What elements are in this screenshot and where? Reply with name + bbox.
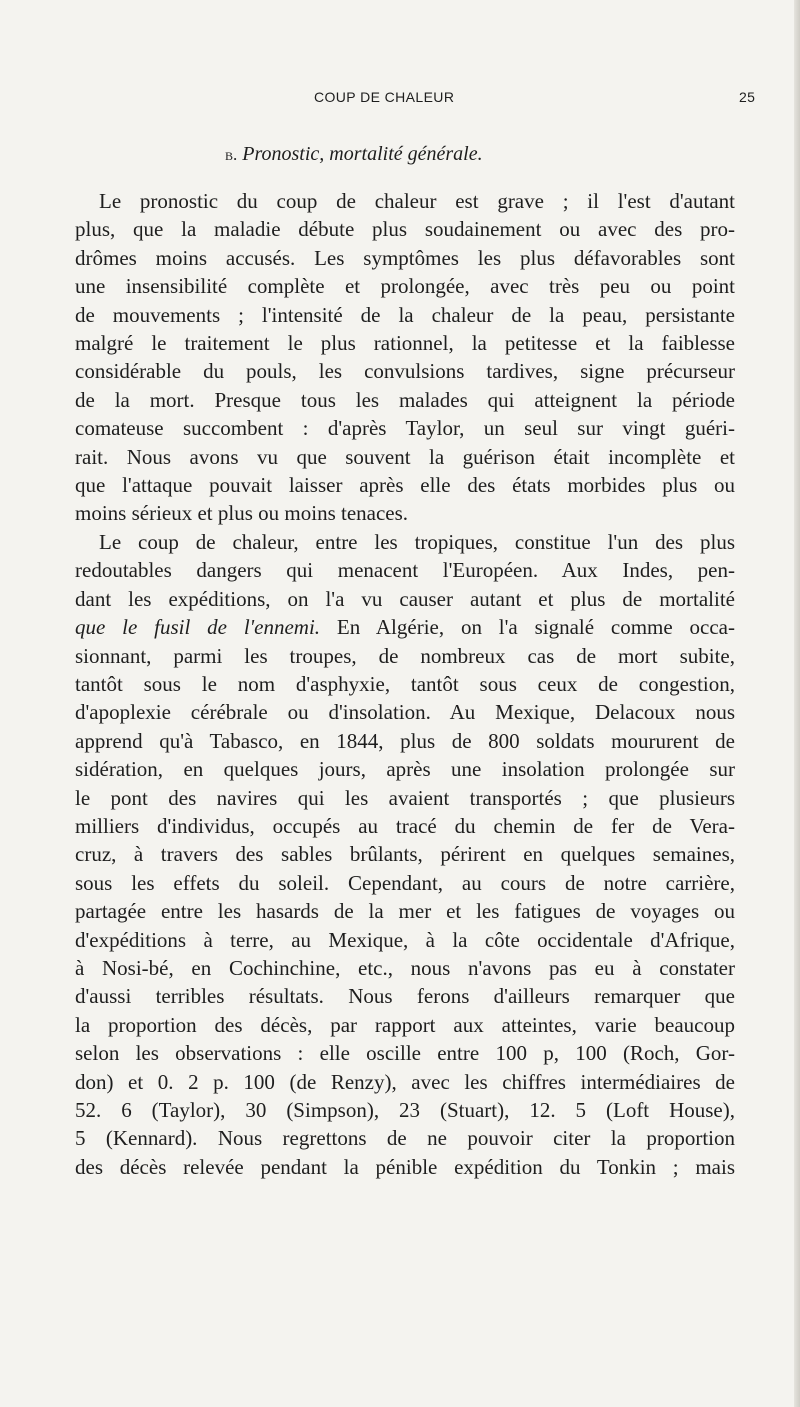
text-line bbox=[75, 585, 735, 613]
text-line bbox=[75, 1153, 735, 1181]
text-line bbox=[75, 982, 735, 1010]
text-line bbox=[75, 784, 735, 812]
line-text: apprend qu'à Tabasco, en 1844, plus de 800 soldats moururent de bbox=[75, 728, 735, 753]
line-text: 5 (Kennard). Nous regrettons de ne pouvoir citer la proportion bbox=[75, 1126, 735, 1151]
text-line bbox=[75, 187, 735, 215]
text-line bbox=[75, 926, 735, 954]
text-line bbox=[75, 1011, 735, 1039]
text-line bbox=[75, 698, 735, 726]
line-text: sous les effets du soleil. Cependant, au cours de notre carrière, bbox=[75, 870, 735, 895]
line-text: rait. Nous avons vu que souvent la guérison était incomplète et bbox=[75, 444, 735, 469]
line-text: le pont des navires qui les avaient transportés ; que plusieurs bbox=[75, 785, 735, 810]
line-text: à Nosi-bé, en Cochinchine, etc., nous n'avons pas eu à constater bbox=[75, 955, 735, 980]
line-text: partagée entre les hasards de la mer et les fatigues de voyages ou bbox=[75, 899, 735, 924]
line-text: comateuse succombent : d'après Taylor, un seul sur vingt guéri- bbox=[75, 416, 735, 441]
text-line bbox=[75, 528, 735, 556]
line-text: dant les expéditions, on l'a vu causer autant et plus de mortalité bbox=[75, 586, 735, 611]
text-line bbox=[75, 272, 735, 300]
text-line bbox=[75, 1096, 735, 1124]
line-text: drômes moins accusés. Les symptômes les plus défavorables sont bbox=[75, 245, 735, 270]
line-text: selon les observations : elle oscille entre 100 p, 100 (Roch, Gor- bbox=[75, 1041, 735, 1066]
text-line bbox=[75, 1124, 735, 1152]
text-line bbox=[75, 357, 735, 385]
text-line bbox=[75, 670, 735, 698]
text-line bbox=[75, 471, 735, 499]
text-line bbox=[75, 215, 735, 243]
line-text: malgré le traitement le plus rationnel, la petitesse et la faiblesse bbox=[75, 331, 735, 356]
running-title: COUP DE CHALEUR bbox=[314, 89, 455, 105]
line-text: milliers d'individus, occupés au tracé du chemin de fer de Vera- bbox=[75, 813, 735, 838]
text-line bbox=[75, 840, 735, 868]
line-text: des décès relevée pendant la pénible expédition du Tonkin ; mais bbox=[75, 1154, 735, 1179]
line-text: 52. 6 (Taylor), 30 (Simpson), 23 (Stuart), 12. 5 (Loft House), bbox=[75, 1098, 735, 1122]
text-line bbox=[75, 642, 735, 670]
line-text: En Algérie, on l'a signalé comme occa- bbox=[320, 615, 735, 640]
text-line bbox=[75, 244, 735, 272]
text-line bbox=[75, 443, 735, 471]
text-line bbox=[75, 727, 735, 755]
line-text: d'apoplexie cérébrale ou d'insolation. Au Mexique, Delacoux nous bbox=[75, 700, 735, 725]
text-line bbox=[75, 1068, 735, 1096]
text-line bbox=[75, 301, 735, 329]
page-number: 25 bbox=[739, 89, 756, 105]
text-line bbox=[75, 556, 735, 584]
line-text: don) et 0. 2 p. 100 (de Renzy), avec les chiffres intermédiaires de bbox=[75, 1069, 735, 1094]
line-text: plus, que la maladie débute plus soudainement ou avec des pro- bbox=[75, 217, 735, 242]
line-text: d'aussi terribles résultats. Nous ferons d'ailleurs remarquer que bbox=[75, 984, 735, 1009]
section-heading bbox=[225, 143, 483, 166]
line-text: sidération, en quelques jours, après une insolation prolongée sur bbox=[75, 757, 735, 782]
line-text: une insensibilité complète et prolongée, avec très peu ou point bbox=[75, 274, 735, 299]
line-text: la proportion des décès, par rapport aux atteintes, varie beaucoup bbox=[75, 1012, 735, 1037]
line-text: cruz, à travers des sables brûlants, périrent en quelques semaines, bbox=[75, 842, 735, 867]
text-line bbox=[75, 812, 735, 840]
text-line bbox=[75, 954, 735, 982]
text-line bbox=[75, 613, 735, 641]
line-text: considérable du pouls, les convulsions tardives, signe précurseur bbox=[75, 359, 735, 384]
text-line bbox=[75, 414, 735, 442]
section-title: Pronostic, mortalité générale. bbox=[242, 143, 483, 165]
italic-phrase: que le fusil de l'ennemi. bbox=[75, 615, 321, 640]
line-text: Le coup de chaleur, entre les tropiques, constitue l'un des plus bbox=[99, 529, 735, 554]
line-text: de la mort. Presque tous les malades qui atteignent la période bbox=[75, 387, 735, 412]
line-text: d'expéditions à terre, au Mexique, à la côte occidentale d'Afrique, bbox=[75, 927, 735, 952]
line-text: Le pronostic du coup de chaleur est grave ; il l'est d'autant bbox=[99, 189, 735, 213]
body-text bbox=[75, 187, 735, 1181]
line-text: moins sérieux et plus ou moins tenaces. bbox=[75, 501, 409, 526]
running-head bbox=[0, 89, 800, 113]
text-line bbox=[75, 1039, 735, 1067]
text-line bbox=[75, 897, 735, 925]
text-line bbox=[75, 869, 735, 897]
text-line bbox=[75, 329, 735, 357]
section-letter: b. bbox=[225, 145, 238, 164]
line-text: tantôt sous le nom d'asphyxie, tantôt sous ceux de congestion, bbox=[75, 671, 735, 696]
line-text: redoutables dangers qui menacent l'Européen. Aux Indes, pen- bbox=[75, 558, 735, 583]
text-line bbox=[75, 755, 735, 783]
line-text: sionnant, parmi les troupes, de nombreux cas de mort subite, bbox=[75, 643, 735, 668]
text-line bbox=[75, 386, 735, 414]
text-line bbox=[75, 499, 735, 527]
line-text: de mouvements ; l'intensité de la chaleur de la peau, persistante bbox=[75, 302, 735, 327]
line-text: que l'attaque pouvait laisser après elle des états morbides plus ou bbox=[75, 473, 735, 498]
page-edge bbox=[794, 0, 800, 1407]
